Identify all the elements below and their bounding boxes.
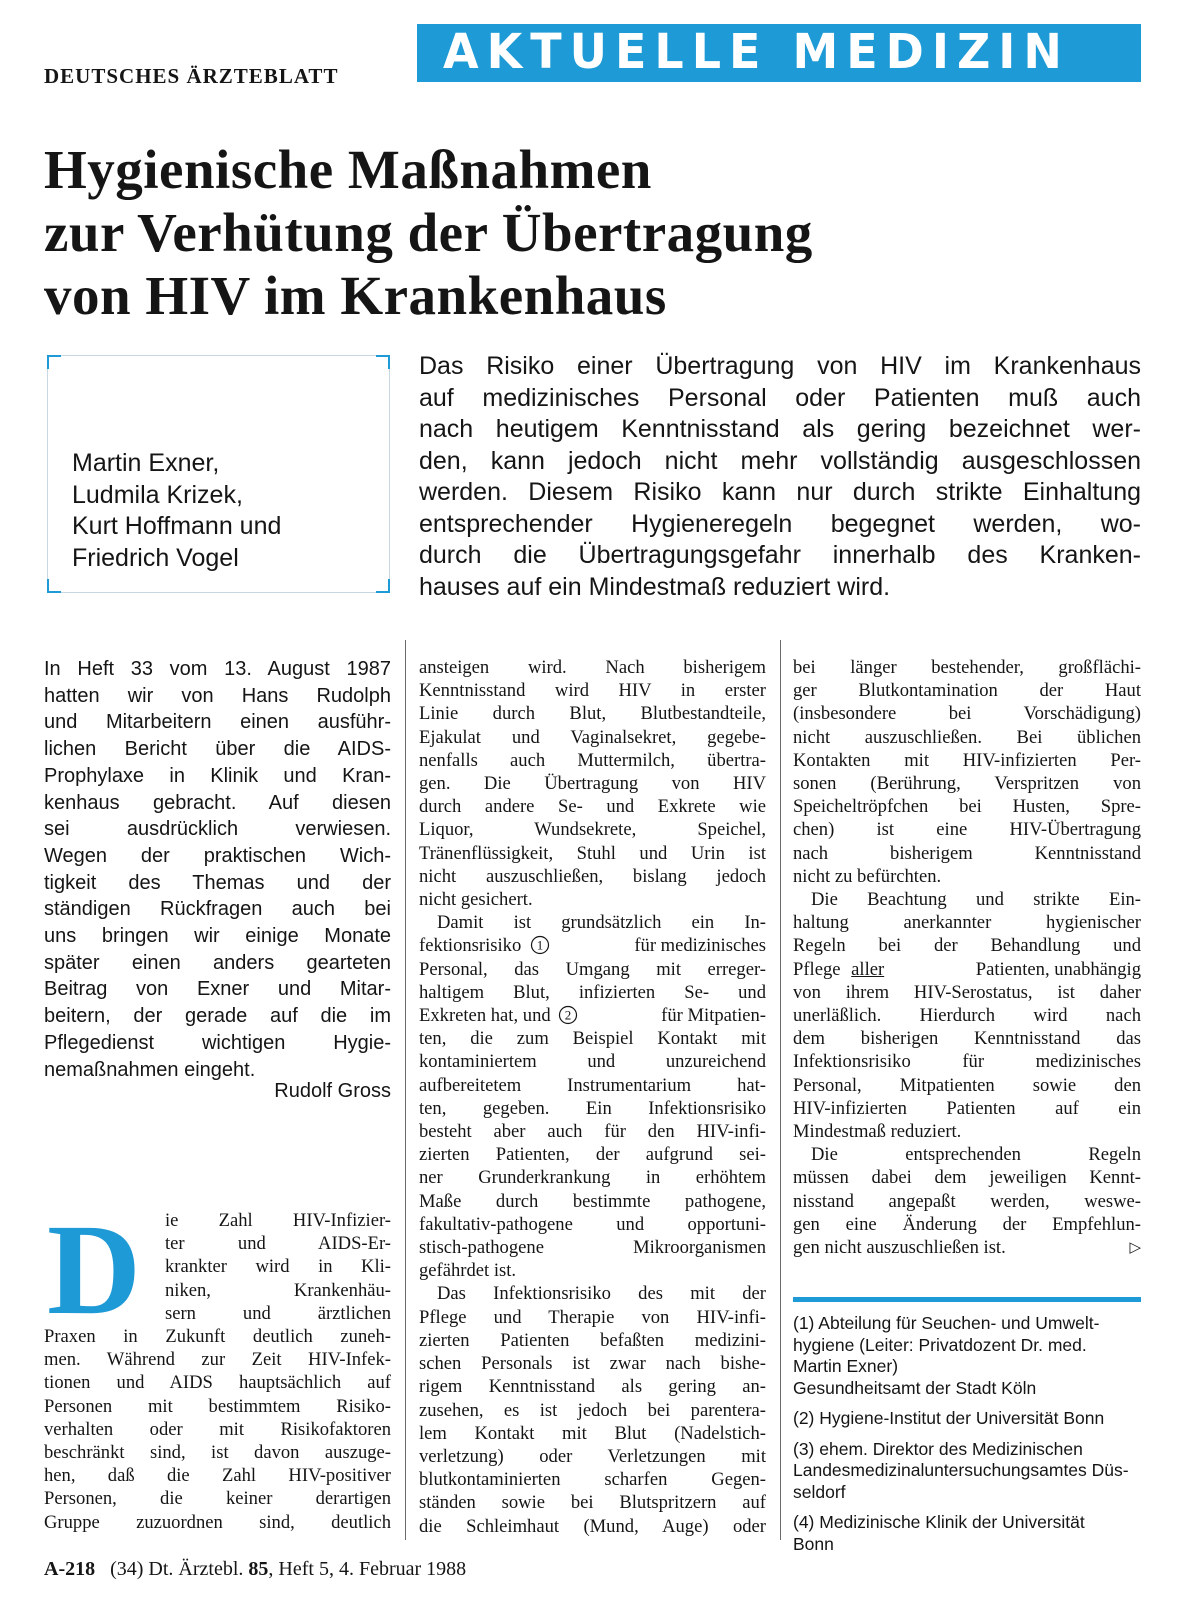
abstract-line: den, kann jedoch nicht mehr vollständig ausgeschlossen [419,446,1141,475]
affiliation-line: Gesundheitsamt der Stadt Köln [793,1377,1037,1398]
page-number: A-218 [44,1558,96,1580]
body-line: aufbereitetem Instrumentarium hat- [419,1074,766,1096]
body-line: Personal, das Umgang mit erreger- [419,958,766,980]
body-line: gen. Die Übertragung von HIV [419,773,766,795]
body-column-2 [419,656,766,1538]
body-line: nicht auszuschließen, bislang jedoch [419,865,766,887]
body-line: Gruppe zuzuordnen sind, deutlich [44,1511,391,1533]
body-line: rigem Kenntnisstand als gering an- [419,1376,766,1398]
issue-details: , Heft 5, 4. Februar 1988 [268,1558,467,1580]
body-line: zierten Patienten befaßten medizini- [419,1329,766,1351]
body-line: gefährdet ist. [419,1260,517,1282]
body-line: Kontakten mit HIV-infizierten Per- [793,749,1141,771]
abstract-line: Das Risiko einer Übertragung von HIV im Krankenhaus [419,352,1141,380]
intro-line: sei ausdrücklich verwiesen. [44,818,391,841]
circled-number-2 [558,1005,578,1025]
abstract-line: entsprechender Hygieneregeln begegnet werden, wo- [419,509,1141,538]
affiliation-line: (2) Hygiene-Institut der Universität Bonn [793,1408,1105,1428]
body-line: Personen, die keiner derartigen [44,1488,391,1510]
body-line: tionen und AIDS hauptsächlich auf [44,1372,391,1394]
page-footer [44,1558,466,1581]
body-line: nicht zu befürchten. [793,865,942,887]
body-line [419,1004,766,1027]
body-column-1 [44,1198,391,1534]
section-label: AKTUELLE MEDIZIN [443,22,1070,80]
body-line: von ihrem HIV-Serostatus, ist daher [793,981,1141,1003]
body-line: ten, gegeben. Ein Infektionsrisiko [419,1097,766,1119]
body-line: HIV-infizierten Patienten auf ein [793,1097,1141,1119]
body-text: Pflege [793,958,841,980]
body-line: Linie durch Blut, Blutbestandteile, [419,703,766,725]
body-line: zusehen, es ist jedoch bei parentera- [419,1399,766,1421]
body-line: sern und ärztlichen [165,1302,391,1324]
body-line [793,958,1141,981]
body-line: nach bisherigem Kenntnisstand [793,842,1141,864]
body-line: niken, Krankenhäu- [165,1279,391,1301]
section-banner [417,24,1141,82]
body-line: ansteigen wird. Nach bisherigem [419,657,766,678]
body-line: nicht gesichert. [419,889,533,911]
intro-line: lichen Bericht über die AIDS- [44,738,391,761]
affiliation-line: hygiene (Leiter: Privatdozent Dr. med. [793,1334,1087,1355]
affiliation-line: Bonn [793,1533,834,1554]
body-line: Das Infektionsrisiko des mit der [437,1283,766,1305]
body-text: gen nicht auszuschließen ist. [793,1237,1006,1259]
affiliation-line: (1) Abteilung für Seuchen- und Umwelt- [793,1313,1100,1333]
affiliation-item [793,1512,1141,1555]
body-line: kontaminiertem und unzureichend [419,1051,766,1073]
body-line: Damit ist grundsätzlich ein In- [437,912,766,934]
intro-line: nemaßnahmen eingeht. [44,1058,256,1081]
body-line: nicht auszuschließen. Bei üblichen [793,726,1141,748]
body-line: Infektionsrisiko für medizinisches [793,1051,1141,1073]
body-line: schen Personals ist zwar nach bishe- [419,1353,766,1375]
body-line: chen) ist eine HIV-Übertragung [793,819,1141,841]
body-line: men. Während zur Zeit HIV-Infek- [44,1349,391,1371]
affiliation-item [793,1439,1141,1504]
svg-text:2: 2 [565,1007,572,1023]
intro-line: tigkeit des Themas und der [44,871,391,894]
affiliation-line: Martin Exner) [793,1356,899,1376]
affiliation-item [793,1313,1141,1399]
body-line: Personal, Mitpatienten sowie den [793,1074,1141,1096]
body-line: (insbesondere bei Vorschädigung) [793,703,1141,725]
body-line: verletzung) oder Verletzungen mit [419,1445,766,1467]
body-line: Die entsprechenden Regeln [811,1144,1141,1166]
body-line: Personen mit bestimmtem Risiko- [44,1395,391,1417]
body-line: blutkontaminierten scharfen Gegen- [419,1469,766,1491]
volume-number: 85 [248,1558,269,1580]
affiliations [793,1313,1141,1564]
intro-line: hatten wir von Hans Rudolph [44,684,391,707]
body-line: haltigem Blut, infizierten Se- und [419,981,766,1003]
abstract [419,351,1141,603]
body-line: ter und AIDS-Er- [165,1233,391,1255]
author-list [72,448,281,574]
author-name: Kurt Hoffmann und [72,512,282,540]
body-line: hen, daß die Zahl HIV-positiver [44,1465,391,1487]
body-line: ten, die zum Beispiel Kontakt mit [419,1028,766,1050]
body-line: Praxen in Zukunft deutlich zuneh- [44,1326,391,1348]
affiliation-item [793,1408,1141,1430]
body-line [419,934,766,957]
intro-line: später einen anders gearteten [44,951,391,974]
intro-line: In Heft 33 vom 13. August 1987 [44,658,391,680]
body-line: stisch-pathogene Mikroorganismen [419,1237,766,1259]
body-line: Mindestmaß reduziert. [793,1121,962,1143]
body-line: sonen (Berührung, Verspritzen von [793,773,1141,795]
body-line: besteht aber auch für den HIV-infi- [419,1121,766,1143]
body-line: verhalten oder mit Risikofaktoren [44,1418,391,1440]
journal-name: DEUTSCHES ÄRZTEBLATT [44,64,339,88]
body-line: Regeln bei der Behandlung und [793,935,1141,957]
drop-cap: D [47,1198,141,1342]
column-rule [780,640,781,1540]
title-line: Hygienische Maßnahmen [44,139,652,200]
body-line: zierten Patienten, der aufgrund sei- [419,1144,766,1166]
intro-line: uns bringen wir einige Monate [44,925,391,948]
intro-line: beitern, der gerade auf die im [44,1005,391,1028]
body-line: ger Blutkontamination der Haut [793,680,1141,702]
body-line: Kenntnisstand wird HIV in erster [419,680,766,702]
issue-prefix: (34) Dt. Ärztebl. [110,1558,244,1580]
body-line: Tränenflüssigkeit, Stuhl und Urin ist [419,842,766,864]
body-text: fektionsrisiko [419,935,522,957]
continued-arrow-icon: ▷ [1129,1238,1141,1257]
body-line: durch andere Se- und Exkrete wie [419,796,766,818]
intro-signature: Rudolf Gross [274,1080,391,1102]
intro-line: ständigen Rückfragen auch bei [44,898,391,921]
editorial-intro [44,656,391,1083]
svg-text:1: 1 [536,937,544,953]
body-line: haltung anerkannter hygienischer [793,912,1141,934]
body-line: unerläßlich. Hierdurch wird nach [793,1005,1141,1027]
title-line: zur Verhütung der Übertragung [44,202,813,263]
abstract-line: hauses auf ein Mindestmaß reduziert wird. [419,572,891,601]
title-line: von HIV im Krankenhaus [44,265,667,326]
body-line: ner Grunderkrankung in erhöhtem [419,1167,766,1189]
body-line: krankter wird in Kli- [165,1256,391,1278]
body-text: Exkreten hat, und [419,1005,551,1027]
intro-line: Wegen der praktischen Wich- [44,844,391,867]
abstract-line: durch die Übertragungsgefahr innerhalb des Kranken- [419,541,1141,569]
body-line: müssen dabei dem jeweiligen Kennt- [793,1167,1141,1189]
body-line: dem bisherigen Kenntnisstand das [793,1028,1141,1050]
abstract-line: werden. Diesem Risiko kann nur durch strikte Einhaltung [419,478,1141,506]
body-line: Speicheltröpfchen bei Husten, Spre- [793,796,1141,818]
body-line: fakultativ-pathogene und opportuni- [419,1213,766,1235]
intro-line: kenhaus gebracht. Auf diesen [44,791,391,814]
abstract-line: auf medizinisches Personal oder Patienten muß auch [419,383,1141,412]
affiliation-rule [793,1297,1141,1302]
body-line: Die Beachtung und strikte Ein- [811,889,1141,911]
circled-number-1 [530,935,550,955]
body-line: nisstand angepaßt werden, weswe- [793,1190,1141,1212]
body-column-3 [793,656,1141,1259]
body-line: Maße durch bestimmte pathogene, [419,1190,766,1212]
body-line [793,1236,1141,1259]
body-text: Patienten, unabhängig [975,958,1141,980]
affiliation-line: (3) ehem. Direktor des Medizinischen [793,1438,1083,1459]
author-name: Ludmila Krizek, [72,480,243,509]
author-name: Friedrich Vogel [72,543,239,572]
article-title [44,138,1124,327]
body-text: für medizinisches [634,935,766,957]
body-line: Pflege und Therapie von HIV-infi- [419,1306,766,1328]
body-text: für Mitpatien- [661,1005,766,1027]
affiliation-line: (4) Medizinische Klinik der Universität [793,1512,1085,1532]
body-line: lem Kontakt mit Blut (Nadelstich- [419,1422,766,1444]
body-line: die Schleimhaut (Mund, Auge) oder [419,1515,766,1537]
affiliation-line: seldorf [793,1481,846,1502]
body-line: beschränkt sind, ist davon auszuge- [44,1442,391,1464]
body-line: ständen sowie bei Blutspritzern auf [419,1492,766,1514]
body-line: ie Zahl HIV-Infizier- [165,1210,391,1231]
body-line: nenfalls auch Muttermilch, übertra- [419,749,766,771]
body-line: Liquor, Wundsekrete, Speichel, [419,819,766,841]
intro-line: Pflegedienst wichtigen Hygie- [44,1031,391,1054]
column-rule [405,640,406,1540]
body-line: Ejakulat und Vaginalsekret, gegebe- [419,726,766,748]
body-line: bei länger bestehender, großflächi- [793,657,1141,678]
intro-line: Prophylaxe in Klinik und Kran- [44,764,391,787]
affiliation-line: Landesmedizinaluntersuchungsamtes Düs- [793,1460,1129,1480]
intro-line: Beitrag von Exner und Mitar- [44,978,391,1001]
abstract-line: nach heutigem Kenntnisstand als gering bezeichnet wer- [419,415,1141,443]
author-name: Martin Exner, [72,449,220,477]
body-line: gen eine Änderung der Empfehlun- [793,1213,1141,1235]
intro-line: und Mitarbeitern einen ausführ- [44,711,391,734]
emphasis-underlined: aller [851,958,885,980]
